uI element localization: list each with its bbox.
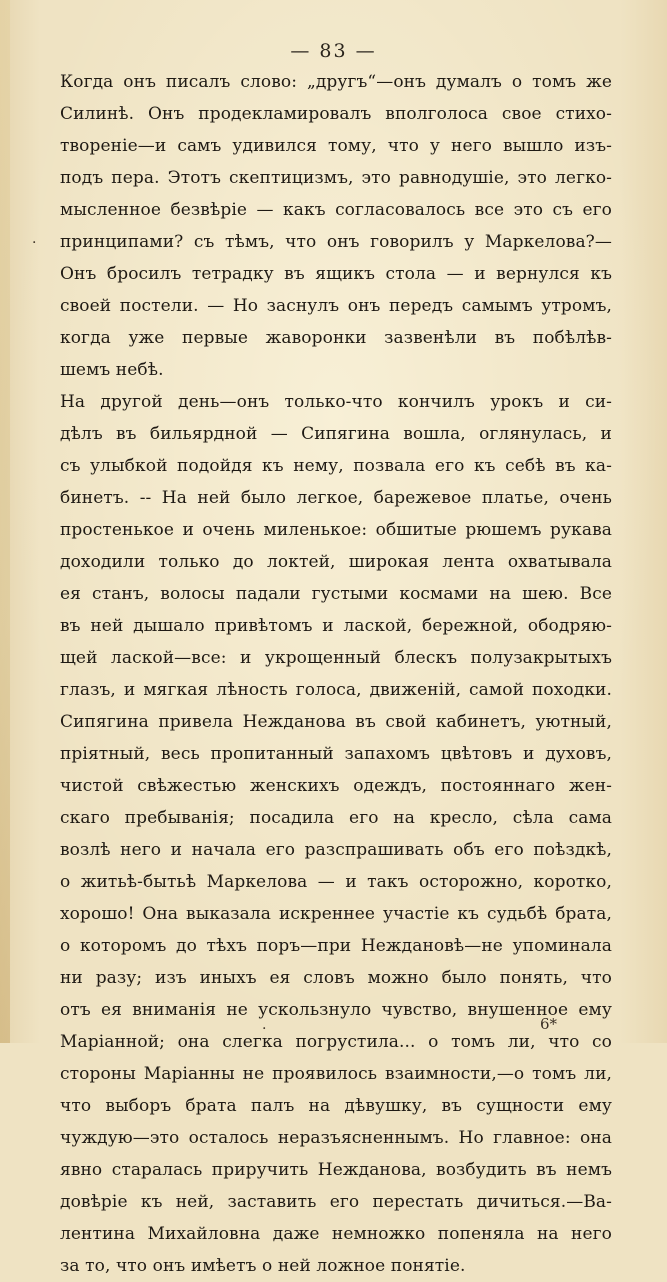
text-line: Сипягина привела Нежданова въ свой кабинетъ, уютный, <box>60 712 612 732</box>
text-line: довѣріе къ ней, заставить его перестать дичиться.—Ва- <box>60 1192 612 1212</box>
bottom-dot: . <box>262 1017 267 1033</box>
text-line: Когда онъ писалъ слово: „другъ“—онъ думалъ о томъ же <box>60 72 612 92</box>
text-line: лентина Михайловна даже немножко попеняла на него <box>60 1224 612 1244</box>
text-line: мысленное безвѣріе — какъ согласовалось все это съ его <box>60 200 612 220</box>
text-line: съ улыбкой подойдя къ нему, позвала его къ себѣ въ ка- <box>60 456 612 476</box>
text-line: ни разу; изъ иныхъ ея словъ можно было понять, что <box>60 968 612 988</box>
text-line: пріятный, весь пропитанный запахомъ цвѣтовъ и духовъ, <box>60 744 612 764</box>
text-line: когда уже первые жаворонки зазвенѣли въ побѣлѣв- <box>60 328 612 348</box>
text-line: простенькое и очень миленькое: обшитые рюшемъ рукава <box>60 520 612 540</box>
text-line: за то, что онъ имѣетъ о ней ложное понятіе. <box>60 1256 466 1276</box>
text-line: явно старалась приручить Нежданова, возбудить въ немъ <box>60 1160 612 1180</box>
text-line: въ ней дышало привѣтомъ и лаской, бережной, ободряю- <box>60 616 612 636</box>
text-line: своей постели. — Но заснулъ онъ передъ самымъ утромъ, <box>60 296 612 316</box>
text-line: доходили только до локтей, широкая лента охватывала <box>60 552 612 572</box>
text-line: глазъ, и мягкая лѣность голоса, движеній, самой походки. <box>60 680 612 700</box>
text-line: что выборъ брата палъ на дѣвушку, въ сущности ему <box>60 1096 612 1116</box>
text-line: хорошо! Она выказала искреннее участіе къ судьбѣ брата, <box>60 904 612 924</box>
text-line: щей лаской—все: и укрощенный блескъ полузакрытыхъ <box>60 648 612 668</box>
text-line: Онъ бросилъ тетрадку въ ящикъ стола — и вернулся къ <box>60 264 612 284</box>
body-text <box>60 66 612 1282</box>
text-line: ея станъ, волосы падали густыми космами на шею. Все <box>60 584 612 604</box>
text-line: шемъ небѣ. <box>60 360 164 380</box>
text-line: о которомъ до тѣхъ поръ—при Неждановѣ—не упоминала <box>60 936 612 956</box>
margin-dot: · <box>32 235 37 251</box>
text-line: отъ ея вниманія не ускользнуло чувство, внушенное ему <box>60 1000 612 1020</box>
text-line: стороны Маріанны не проявилось взаимности,—о томъ ли, <box>60 1064 612 1084</box>
page-number: — 83 — <box>290 40 377 62</box>
text-line: о житьѣ-бытьѣ Маркелова — и такъ осторожно, коротко, <box>60 872 612 892</box>
text-line: Силинѣ. Онъ продекламировалъ вполголоса свое стихо- <box>60 104 612 124</box>
page-edge-shadow <box>0 0 10 1043</box>
text-line: скаго пребыванія; посадила его на кресло, сѣла сама <box>60 808 612 828</box>
text-line: возлѣ него и начала его разспрашивать объ его поѣздкѣ, <box>60 840 612 860</box>
text-line: подъ пера. Этотъ скептицизмъ, это равнодушіе, это легко- <box>60 168 612 188</box>
printer-signature: 6* <box>540 1015 558 1033</box>
text-line: На другой день—онъ только-что кончилъ урокъ и си- <box>60 392 612 412</box>
text-line: чистой свѣжестью женскихъ одеждъ, постояннаго жен- <box>60 776 612 796</box>
text-line: бинетъ. -- На ней было легкое, барежевое платье, очень <box>60 488 612 508</box>
text-line: твореніе—и самъ удивился тому, что у него вышло изъ- <box>60 136 612 156</box>
text-line: дѣлъ въ бильярдной — Сипягина вошла, оглянулась, и <box>60 424 612 444</box>
text-line: Маріанной; она слегка погрустила... о томъ ли, что со <box>60 1032 612 1052</box>
text-line: чуждую—это осталось неразъясненнымъ. Но главное: она <box>60 1128 612 1148</box>
text-line: принципами? съ тѣмъ, что онъ говорилъ у Маркелова?— <box>60 232 612 252</box>
